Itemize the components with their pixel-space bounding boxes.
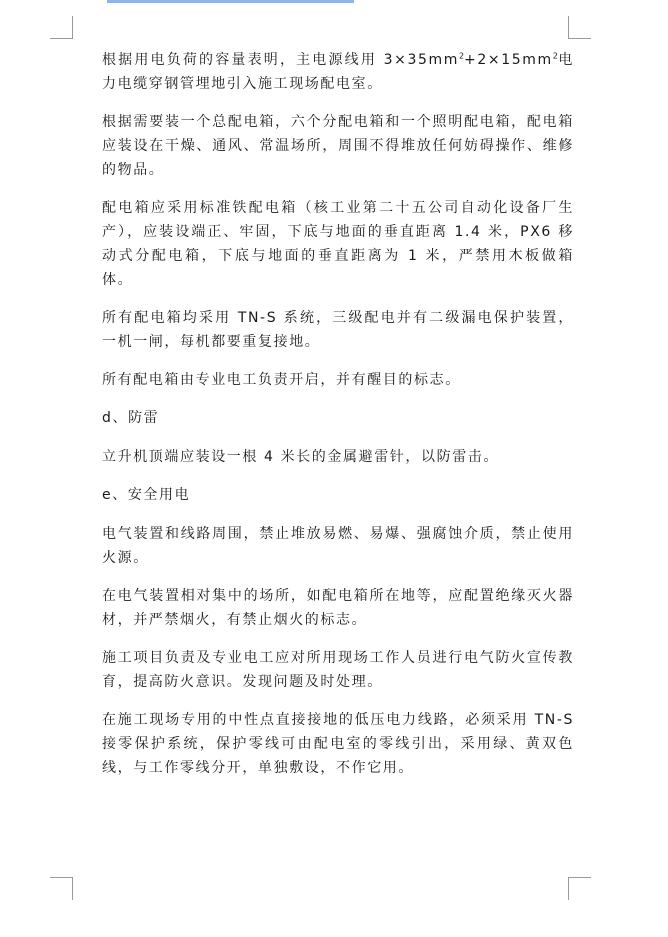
top-accent-bar xyxy=(107,0,354,3)
paragraph-fire-education: 施工项目负责及专业电工应对所用现场工作人员进行电气防火宣传教育，提高防火意识。发现问题及时处理。 xyxy=(102,650,574,690)
section-heading-lightning: d、防雷 xyxy=(102,410,160,426)
margin-corner-bottom-right xyxy=(568,877,591,900)
paragraph-distribution-boxes: 根据需要装一个总配电箱，六个分配电箱和一个照明配电箱，配电箱应装设在干燥、通风、常温场所，周围不得堆放任何妨碍操作、维修的物品。 xyxy=(102,114,574,178)
paragraph-tns-system: 所有配电箱均采用 TN-S 系统，三级配电并有二级漏电保护装置，一机一闸，每机都要重复接地。 xyxy=(102,310,574,350)
superscript: 2 xyxy=(552,51,558,61)
paragraph-electrician: 所有配电箱由专业电工负责开启，并有醒目的标志。 xyxy=(102,372,461,388)
section-heading-safety: e、安全用电 xyxy=(102,487,191,503)
paragraph-text: 电力电缆穿钢管埋地引入施工现场配电室。 xyxy=(102,52,574,92)
paragraph-grounding: 在施工现场专用的中性点直接接地的低压电力线路，必须采用 TN-S 接零保护系统，保护零线可由配电室的零线引出，采用绿、黄双色线，与工作零线分开，单独敷设，不作它用。 xyxy=(102,712,574,776)
margin-corner-bottom-left xyxy=(50,877,73,900)
paragraph-text: +2×15mm xyxy=(464,52,553,68)
paragraph-box-standard: 配电箱应采用标准铁配电箱（核工业第二十五公司自动化设备厂生产），应装设端正、牢固，下底与地面的垂直距离 1.4 米，PX6 移动式分配电箱，下底与地面的垂直距离为 1 米，严禁用木板做箱体。 xyxy=(102,200,574,288)
margin-corner-top-right xyxy=(568,16,591,39)
paragraph-fire-hazard: 电气装置和线路周围，禁止堆放易燃、易爆、强腐蚀介质，禁止使用火源。 xyxy=(102,526,574,566)
superscript: 2 xyxy=(458,51,465,61)
margin-corner-top-left xyxy=(50,16,73,39)
paragraph-extinguisher: 在电气装置相对集中的场所，如配电箱所在地等，应配置绝缘灭火器材，并严禁烟火，有禁止烟火的标志。 xyxy=(102,588,574,628)
paragraph-lightning-rod: 立升机顶端应装设一根 4 米长的金属避雷针，以防雷击。 xyxy=(102,449,500,465)
document-body xyxy=(102,48,574,794)
paragraph-text: 根据用电负荷的容量表明，主电源线用 3×35mm xyxy=(102,52,459,68)
paragraph-power-cable xyxy=(102,48,574,96)
